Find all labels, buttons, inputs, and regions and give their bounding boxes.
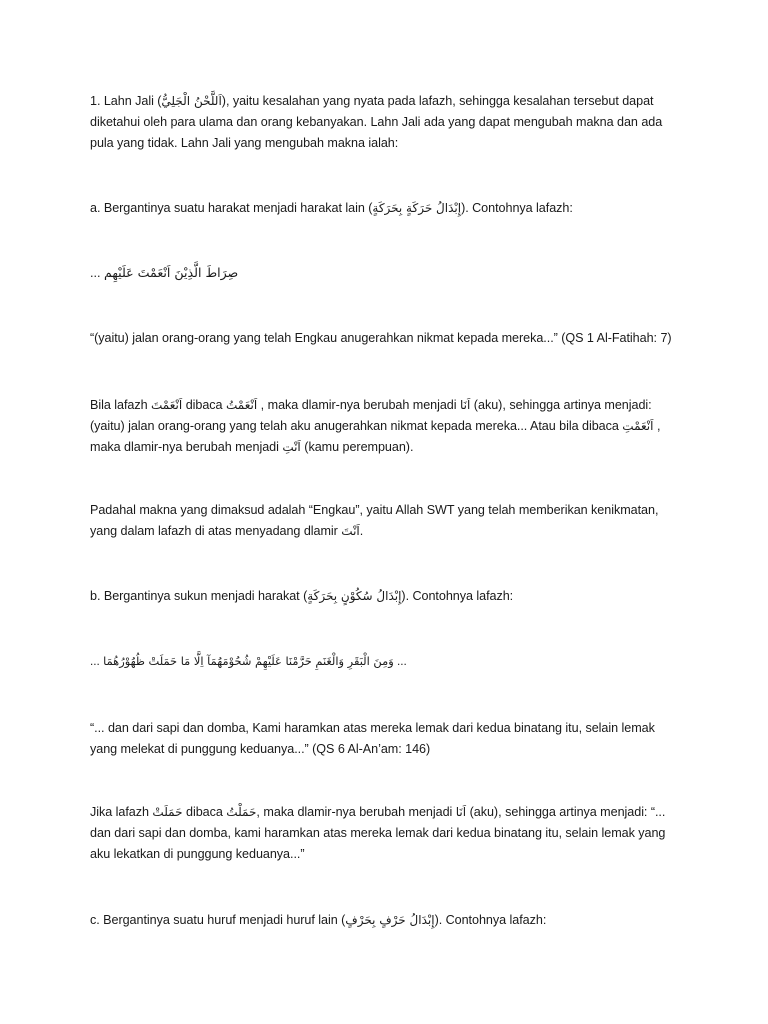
heading-point-c bbox=[90, 910, 680, 931]
ellipsis-text: ... bbox=[90, 654, 104, 668]
heading-point-a bbox=[90, 198, 680, 219]
text-segment: c. Bergantinya suatu huruf menjadi huruf lain ( bbox=[90, 913, 346, 927]
text-segment: ). Contohnya lafazh: bbox=[401, 589, 514, 603]
arabic-term: اَللَّحْنُ الْجَلِيُّ bbox=[161, 94, 222, 108]
text-segment: (kamu perempuan). bbox=[300, 440, 414, 454]
text-segment: a. Bergantinya suatu harakat menjadi harakat lain ( bbox=[90, 201, 373, 215]
arabic-term: اَنَا bbox=[459, 398, 471, 412]
arabic-example-al-anam bbox=[90, 651, 680, 672]
arabic-term: اَنْتِ bbox=[282, 440, 301, 454]
paragraph-lahn-jali-definition bbox=[90, 91, 680, 154]
arabic-term: إِبْدَالُ سُكُوْنٍ بِحَرَكَةٍ bbox=[307, 589, 402, 603]
heading-point-b bbox=[90, 586, 680, 607]
text-segment: ). Contohnya lafazh: bbox=[434, 913, 547, 927]
text-segment: , maka dlamir-nya berubah menjadi bbox=[257, 398, 460, 412]
arabic-example-al-fatihah bbox=[90, 262, 680, 284]
paragraph-anamta-explanation bbox=[90, 395, 680, 458]
paragraph-hamalat-explanation bbox=[90, 802, 680, 865]
text-segment: Padahal makna yang dimaksud adalah “Engkau”, yaitu Allah SWT yang telah memberikan kenikmatan, yang dalam lafazh di atas menyadang dlamir bbox=[90, 503, 659, 538]
text-segment: (aku), sehingga artinya menjadi: (yaitu) jalan orang-orang yang telah aku anugerahkan nikmat kepada mereka... Atau bila dibaca bbox=[90, 398, 652, 433]
text-segment: . bbox=[359, 524, 364, 538]
arabic-term: اَنْعَمْتِ bbox=[622, 419, 654, 433]
ellipsis-text: ... bbox=[90, 266, 104, 280]
text-segment: ). Contohnya lafazh: bbox=[461, 201, 573, 215]
text-segment: “(yaitu) jalan orang-orang yang telah Engkau anugerahkan nikmat kepada mereka...” (QS 1 Al-Fatihah: 7) bbox=[90, 331, 672, 345]
ellipsis-text: ... bbox=[393, 654, 407, 668]
text-segment: dibaca bbox=[182, 398, 226, 412]
text-segment: dibaca bbox=[182, 805, 227, 819]
arabic-term: اَنْعَمْتَ bbox=[151, 398, 183, 412]
arabic-term: اَنَا bbox=[455, 805, 467, 819]
arabic-term: إِبْدَالُ حَرَكَةٍ بِحَرَكَةٍ bbox=[372, 201, 462, 215]
text-segment: , maka dlamir-nya berubah menjadi bbox=[90, 419, 661, 454]
arabic-term: اَنْتَ bbox=[341, 524, 360, 538]
text-segment: ), yaitu kesalahan yang nyata pada lafazh, sehingga kesalahan tersebut dapat diketahui oleh para ulama dan orang kebanyakan. Lahn Jali ada yang dapat mengubah makna dan ada pula yang tidak. Lahn Jali yang mengubah makna ialah: bbox=[90, 94, 663, 150]
text-segment: “... dan dari sapi dan domba, Kami haramkan atas mereka lemak dari kedua binatang itu, selain lemak yang melekat di punggung keduanya...” (QS 6 Al-An’am: 146) bbox=[90, 721, 655, 756]
arabic-term: حَمَلْتُ bbox=[226, 805, 257, 819]
arabic-term: حَمَلَتْ bbox=[152, 805, 183, 819]
translation-al-anam bbox=[90, 718, 680, 760]
text-segment: , maka dlamir-nya berubah menjadi bbox=[256, 805, 456, 819]
text-segment: Jika lafazh bbox=[90, 805, 153, 819]
arabic-term: اَنْعَمْتُ bbox=[225, 398, 258, 412]
text-segment: Bila lafazh bbox=[90, 398, 152, 412]
paragraph-intended-meaning bbox=[90, 500, 680, 542]
text-segment: b. Bergantinya sukun menjadi harakat ( bbox=[90, 589, 308, 603]
text-segment: (aku), sehingga artinya menjadi: “... dan dari sapi dan domba, kami haramkan atas mereka lemak dari kedua binatang itu, selain lemak yang aku lekatkan di punggung keduanya...” bbox=[90, 805, 666, 861]
arabic-term: إِبْدَالُ حَرْفٍ بِحَرْفٍ bbox=[345, 913, 435, 927]
text-segment: 1. Lahn Jali ( bbox=[90, 94, 162, 108]
arabic-verse: صِرَاطَ الَّذِيْنَ اَنْعَمْتَ عَلَيْهِم bbox=[104, 265, 239, 280]
translation-al-fatihah bbox=[90, 328, 680, 349]
arabic-verse: وَمِنَ الْبَقَرِ وَالْغَنَمِ حَرَّمْنَا عَلَيْهِمْ شُحُوْمَهُمَآ اِلَّا مَا حَمَلَتْ ظُهُوْرُهُمَا bbox=[103, 654, 394, 668]
